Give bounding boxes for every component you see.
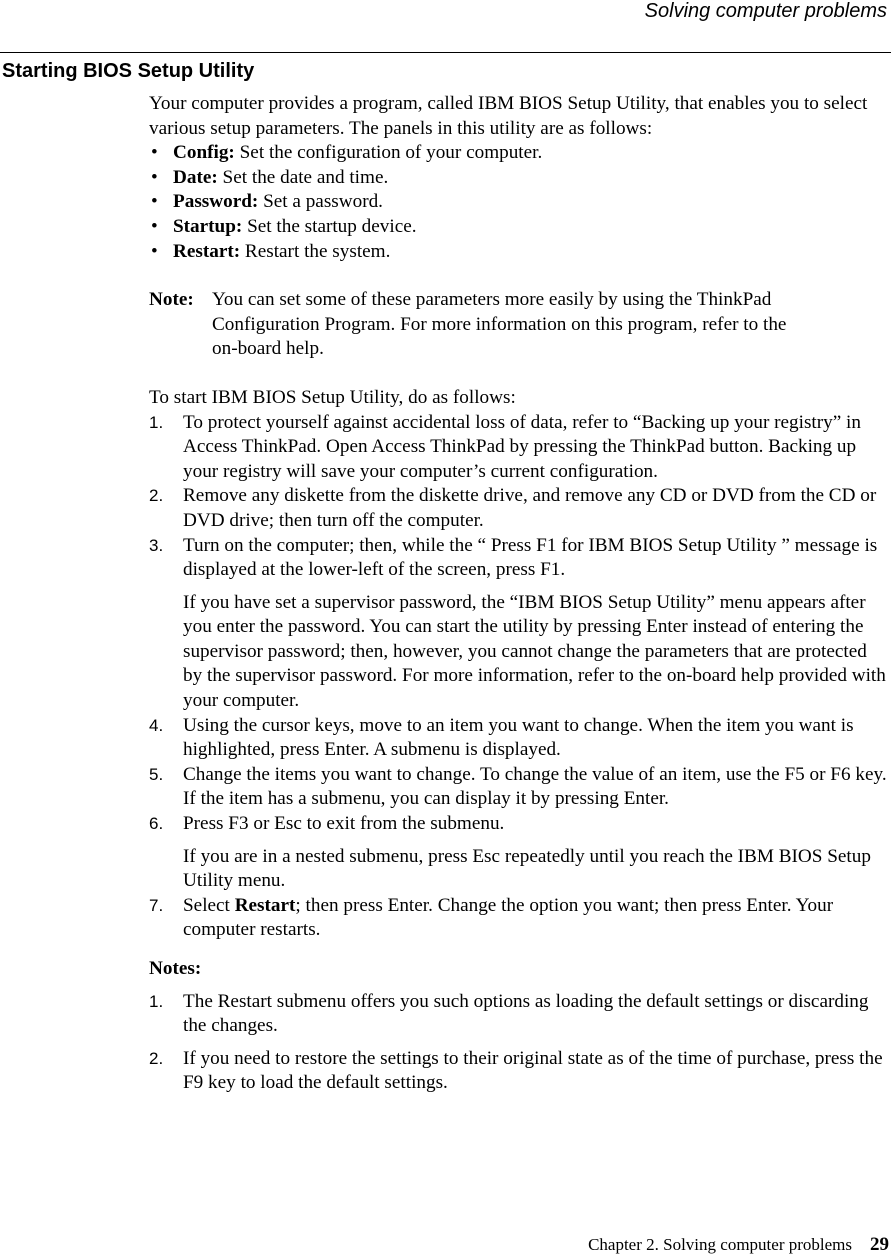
spacer xyxy=(149,362,889,386)
step-text-pre: Select xyxy=(183,894,235,916)
note-label: Note: xyxy=(149,289,194,311)
panel-item-restart xyxy=(149,240,889,265)
panel-text: Restart the system. xyxy=(244,240,391,262)
panel-item-date xyxy=(149,166,889,191)
steps-intro: To start IBM BIOS Setup Utility, do as follows: xyxy=(149,386,516,408)
note-item-text: The Restart submenu offers you such options as loading the default settings or discarding the changes. xyxy=(183,990,869,1037)
running-header: Solving computer problems xyxy=(644,0,887,22)
page-number: 29 xyxy=(870,1234,889,1255)
panel-text: Set the configuration of your computer. xyxy=(239,142,543,164)
step-text-post: ; then press Enter. Change the option you want; then press Enter. Your computer restarts. xyxy=(183,894,834,941)
bullet-icon: • xyxy=(151,191,158,213)
note-block xyxy=(149,288,889,362)
step-item xyxy=(149,714,889,763)
intro-paragraph: Your computer provides a program, called IBM BIOS Setup Utility, that enables you to select various setup parameters. The panels in this utility are as follows: xyxy=(149,93,868,139)
section-title: Starting BIOS Setup Utility xyxy=(2,60,255,82)
note-number: 1. xyxy=(149,991,164,1011)
steps-list xyxy=(149,411,889,943)
step-number: 2. xyxy=(149,486,164,506)
step-item xyxy=(149,763,889,812)
bullet-icon: • xyxy=(151,166,158,188)
step-item xyxy=(149,411,889,485)
panel-item-config xyxy=(149,141,889,166)
note-text: You can set some of these parameters more easily by using the ThinkPad Configuration Program. For more information on this program, refer to the on-board help. xyxy=(212,289,787,360)
panel-text: Set a password. xyxy=(263,191,383,213)
panel-label: Password: xyxy=(173,191,259,213)
panel-text: Set the date and time. xyxy=(222,166,389,188)
panel-list xyxy=(149,141,889,264)
bullet-icon: • xyxy=(151,240,158,262)
step-text: Press F3 or Esc to exit from the submenu. xyxy=(183,813,505,835)
header-rule xyxy=(0,52,891,53)
panel-label: Date: xyxy=(173,166,218,188)
note-item xyxy=(149,990,889,1039)
step-text: Turn on the computer; then, while the “ Press F1 for IBM BIOS Setup Utility ” message is displayed at the lower-left of the screen, press F1. xyxy=(183,534,878,581)
bullet-icon: • xyxy=(151,215,158,237)
panel-item-startup xyxy=(149,215,889,240)
spacer xyxy=(149,264,889,288)
step-text: Remove any diskette from the diskette drive, and remove any CD or DVD from the CD or DVD drive; then turn off the computer. xyxy=(183,485,877,531)
panel-label: Startup: xyxy=(173,215,243,237)
step-item xyxy=(149,894,889,943)
panel-label: Restart: xyxy=(173,240,241,262)
step-extra-text: If you are in a nested submenu, press Esc repeatedly until you reach the IBM BIOS Setup Utility menu. xyxy=(183,845,871,892)
step-item xyxy=(149,484,889,533)
step-text: To protect yourself against accidental loss of data, refer to “Backing up your registry” in Access ThinkPad. Open Access ThinkPad by pressing the ThinkPad button. Backing up your registry will save your computer’s current configuration. xyxy=(183,411,861,482)
panel-label: Config: xyxy=(173,142,235,164)
step-number: 7. xyxy=(149,895,164,915)
panel-item-password xyxy=(149,190,889,215)
note-item xyxy=(149,1047,889,1096)
bullet-icon: • xyxy=(151,142,158,164)
step-text: Change the items you want to change. To change the value of an item, use the F5 or F6 key. If the item has a submenu, you can display it by pressing Enter. xyxy=(183,763,887,810)
step-number: 6. xyxy=(149,814,164,834)
footer-chapter: Chapter 2. Solving computer problems xyxy=(588,1235,852,1254)
step-number: 3. xyxy=(149,535,164,555)
page-footer xyxy=(588,1235,889,1255)
note-item-text: If you need to restore the settings to their original state as of the time of purchase, press the F9 key to load the default settings. xyxy=(183,1047,883,1094)
notes-title: Notes: xyxy=(149,958,202,979)
note-number: 2. xyxy=(149,1048,164,1068)
step-text: Using the cursor keys, move to an item you want to change. When the item you want is highlighted, press Enter. A submenu is displayed. xyxy=(183,714,854,761)
step-text-bold: Restart xyxy=(234,894,296,916)
notes-list xyxy=(149,990,889,1096)
step-extra-text: If you have set a supervisor password, the “IBM BIOS Setup Utility” menu appears after you enter the password. You can start the utility by pressing Enter instead of entering the supervisor password; then, however, you cannot change the parameters that are protected by the supervisor password. For more information, refer to the on-board help provided with your computer. xyxy=(183,591,886,712)
panel-text: Set the startup device. xyxy=(247,215,417,237)
step-number: 4. xyxy=(149,715,164,735)
step-number: 5. xyxy=(149,764,164,784)
step-number: 1. xyxy=(149,412,164,432)
step-item xyxy=(149,534,889,714)
body-text xyxy=(149,92,889,1096)
step-item xyxy=(149,812,889,894)
